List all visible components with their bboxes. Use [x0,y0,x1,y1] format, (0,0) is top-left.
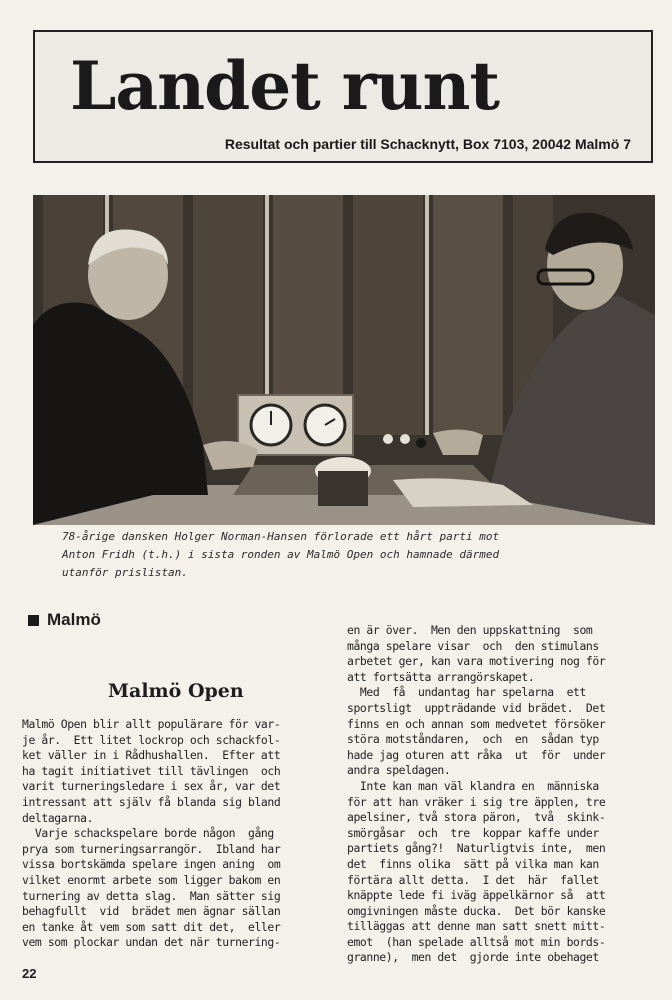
page-number: 22 [22,966,37,981]
section-heading [28,610,101,630]
article-line: apelsiner, två stora päron, två skink- [347,810,606,825]
section-label: Malmö [47,610,101,629]
article-line: vem som plockar undan det när turnering- [22,935,281,950]
article-line: ket väller in i Rådhushallen. Efter att [22,748,281,763]
article-line: varit turneringsledare i sex år, var det [22,779,281,794]
article-line: intressant att själv få blanda sig bland [22,794,281,809]
article-line: ha tagit initiativet till tävlingen och [22,763,281,778]
article-line: behagfullt vid brädet men ägnar sällan [22,904,281,919]
photo-caption [62,528,582,582]
masthead-subtitle: Resultat och partier till Schacknytt, Box 7103, 20042 Malmö 7 [224,136,631,152]
caption-line: 78-årige dansken Holger Norman-Hansen förlorade ett hårt parti mot [62,530,500,543]
caption-line: Anton Fridh (t.h.) i sista ronden av Malmö Open och hamnade därmed [62,548,500,561]
article-line: en är över. Men den uppskattning som [347,623,593,637]
article-line: granne), men det gjorde inte obehaget [347,950,599,965]
article-line: arbetet ger, kan vara motivering nog för [347,654,606,669]
article-line: prya som turneringsarrangör. Ibland har [22,841,281,856]
article-line: tilläggas att denne man satt snett mitt- [347,919,606,934]
article-line: knäppte lede fi iväg äppelkärnor så att [347,888,606,903]
article-line: att fortsätta arrangörskapet. [347,669,535,684]
article-line: partiets gång?! Naturligtvis inte, men [347,841,606,856]
chess-photo-illustration [33,195,655,525]
article-line: vilket enormt arbete som ligger bakom en [22,872,281,887]
article-line: för att han vräker i sig tre äpplen, tre [347,794,606,809]
chess-photo [33,195,655,525]
article-line: Inte kan man väl klandra en människa [347,778,599,793]
article-line: emot (han spelade alltså mot min bords- [347,934,606,949]
article-line: sportsligt uppträdande vid brädet. Det [347,700,606,715]
caption-line: utanför prislistan. [62,566,188,579]
article-line: det finns olika sätt på vilka man kan [347,856,599,871]
masthead-box [33,30,653,163]
article-line: förtära allt detta. I det här fallet [347,872,599,887]
article-line: störa motståndaren, och en sådan typ [347,732,599,747]
article-column-2 [347,623,605,966]
article-line: smörgåsar och tre koppar kaffe under [347,825,599,840]
article-line: turnering av detta slag. Man sätter sig [22,888,281,903]
article-title: Malmö Open [108,680,244,702]
article-line: omgivningen måste ducka. Det bör kanske [347,903,606,918]
article-line: deltagarna. [22,810,94,825]
article-line: många spelare visar och den stimulans [347,638,599,653]
square-bullet-icon [28,615,39,626]
article-line: Varje schackspelare borde någon gång [22,826,274,841]
article-line: andra speldagen. [347,763,451,778]
article-line: hade jag oturen att råka ut för under [347,747,606,762]
article-line: Med få undantag har spelarna ett [347,685,586,700]
article-line: en tanke åt vem som satt dit det, eller [22,919,281,934]
masthead-title: Landet runt [70,47,499,125]
article-column-1 [22,717,280,951]
article-line: je år. Ett litet lockrop och schackfol- [22,732,281,747]
article-line: finns en och annan som medvetet försöker [347,716,606,731]
article-line: vissa bortskämda spelare ingen aning om [22,857,281,872]
article-line: Malmö Open blir allt populärare för var- [22,717,281,731]
